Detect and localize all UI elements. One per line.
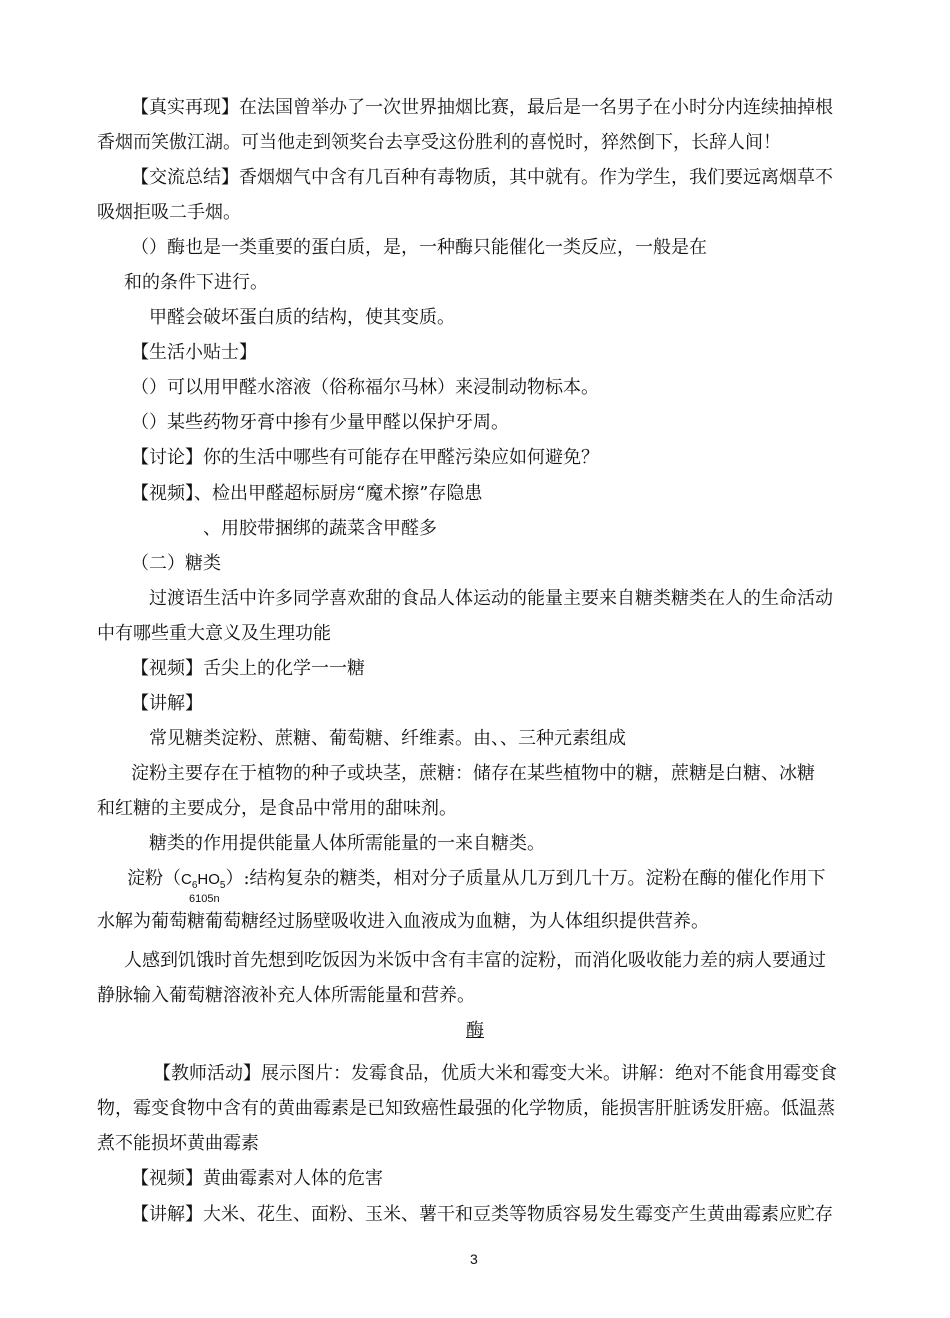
paragraph-line: 、用胶带捆绑的蔬菜含甲醛多	[203, 518, 437, 539]
section-heading: （二）糖类	[131, 553, 221, 574]
paragraph-line: （）可以用甲醛水溶液（俗称福尔马林）来浸制动物标本。	[131, 377, 599, 398]
paragraph-line: 【生活小贴士】	[131, 342, 257, 363]
paragraph-line: 和的条件下进行。	[124, 272, 268, 293]
paragraph-line: 水解为葡萄糖葡萄糖经过肠壁吸收进入血液成为血糖，为人体组织提供营养。	[97, 911, 709, 932]
paragraph-line: 【教师活动】展示图片：发霉食品，优质大米和霉变大米。讲解：绝对不能食用霉变食	[153, 1063, 837, 1084]
paragraph-line: 【交流总结】香烟烟气中含有几百种有毒物质，其中就有。作为学生，我们要远离烟草不	[131, 167, 833, 188]
starch-formula-line: 淀粉$(C_6HO_5)$:结构复杂的糖类，相对分子质量从几万到几十万。淀粉在酶的催化作用下	[127, 868, 826, 891]
paragraph-line: 过渡语生活中许多同学喜欢甜的食品人体运动的能量主要来自糖类糖类在人的生命活动	[149, 588, 833, 609]
formula-subscript-note: 6105n	[189, 893, 220, 905]
paragraph-line: 【讲解】	[131, 693, 203, 714]
paragraph-line: 香烟而笑傲江湖。可当他走到领奖台去享受这份胜利的喜悦时，猝然倒下，长辞人间！	[97, 132, 781, 153]
paragraph-line: 中有哪些重大意义及生理功能	[97, 623, 331, 644]
paragraph-line: 吸烟拒吸二手烟。	[97, 202, 241, 223]
paragraph-line: 甲醛会破坏蛋白质的结构，使其变质。	[149, 307, 455, 328]
page-number: 3	[470, 1251, 478, 1267]
paragraph-line: （）酶也是一类重要的蛋白质，是，一种酶只能催化一类反应，一般是在	[131, 237, 707, 258]
paragraph-line: 煮不能损坏黄曲霉素	[97, 1133, 259, 1154]
paragraph-line: 【视频】黄曲霉素对人体的危害	[131, 1168, 383, 1189]
paragraph-line: 淀粉主要存在于植物的种子或块茎，蔗糖：储存在某些植物中的糖，蔗糖是白糖、冰糖	[131, 763, 815, 784]
paragraph-line: 物，霉变食物中含有的黄曲霉素是已知致癌性最强的化学物质，能损害肝脏诱发肝癌。低温蒸	[97, 1098, 835, 1119]
section-title: 酶	[466, 1020, 484, 1041]
paragraph-line: 常见糖类淀粉、蔗糖、葡萄糖、纤维素。由、、三种元素组成	[149, 728, 626, 749]
paragraph-line: 人感到饥饿时首先想到吃饭因为米饭中含有丰富的淀粉，而消化吸收能力差的病人要通过	[124, 950, 826, 971]
paragraph-line: 【讲解】大米、花生、面粉、玉米、薯干和豆类等物质容易发生霉变产生黄曲霉素应贮存	[131, 1204, 833, 1225]
paragraph-line: 和红糖的主要成分，是食品中常用的甜味剂。	[97, 798, 457, 819]
paragraph-line: 静脉输入葡萄糖溶液补充人体所需能量和营养。	[97, 985, 475, 1006]
paragraph-line: （）某些药物牙膏中掺有少量甲醛以保护牙周。	[131, 412, 509, 433]
paragraph-line: 【真实再现】在法国曾举办了一次世界抽烟比赛，最后是一名男子在小时分内连续抽掉根	[131, 97, 833, 118]
paragraph-line: 【视频】舌尖上的化学一一糖	[131, 658, 365, 679]
paragraph-line: 糖类的作用提供能量人体所需能量的一来自糖类。	[149, 833, 545, 854]
paragraph-line: 【视频】、检出甲醛超标厨房“魔术擦”存隐患	[131, 483, 483, 504]
paragraph-line: 【讨论】你的生活中哪些有可能存在甲醛污染应如何避免？	[131, 447, 599, 468]
